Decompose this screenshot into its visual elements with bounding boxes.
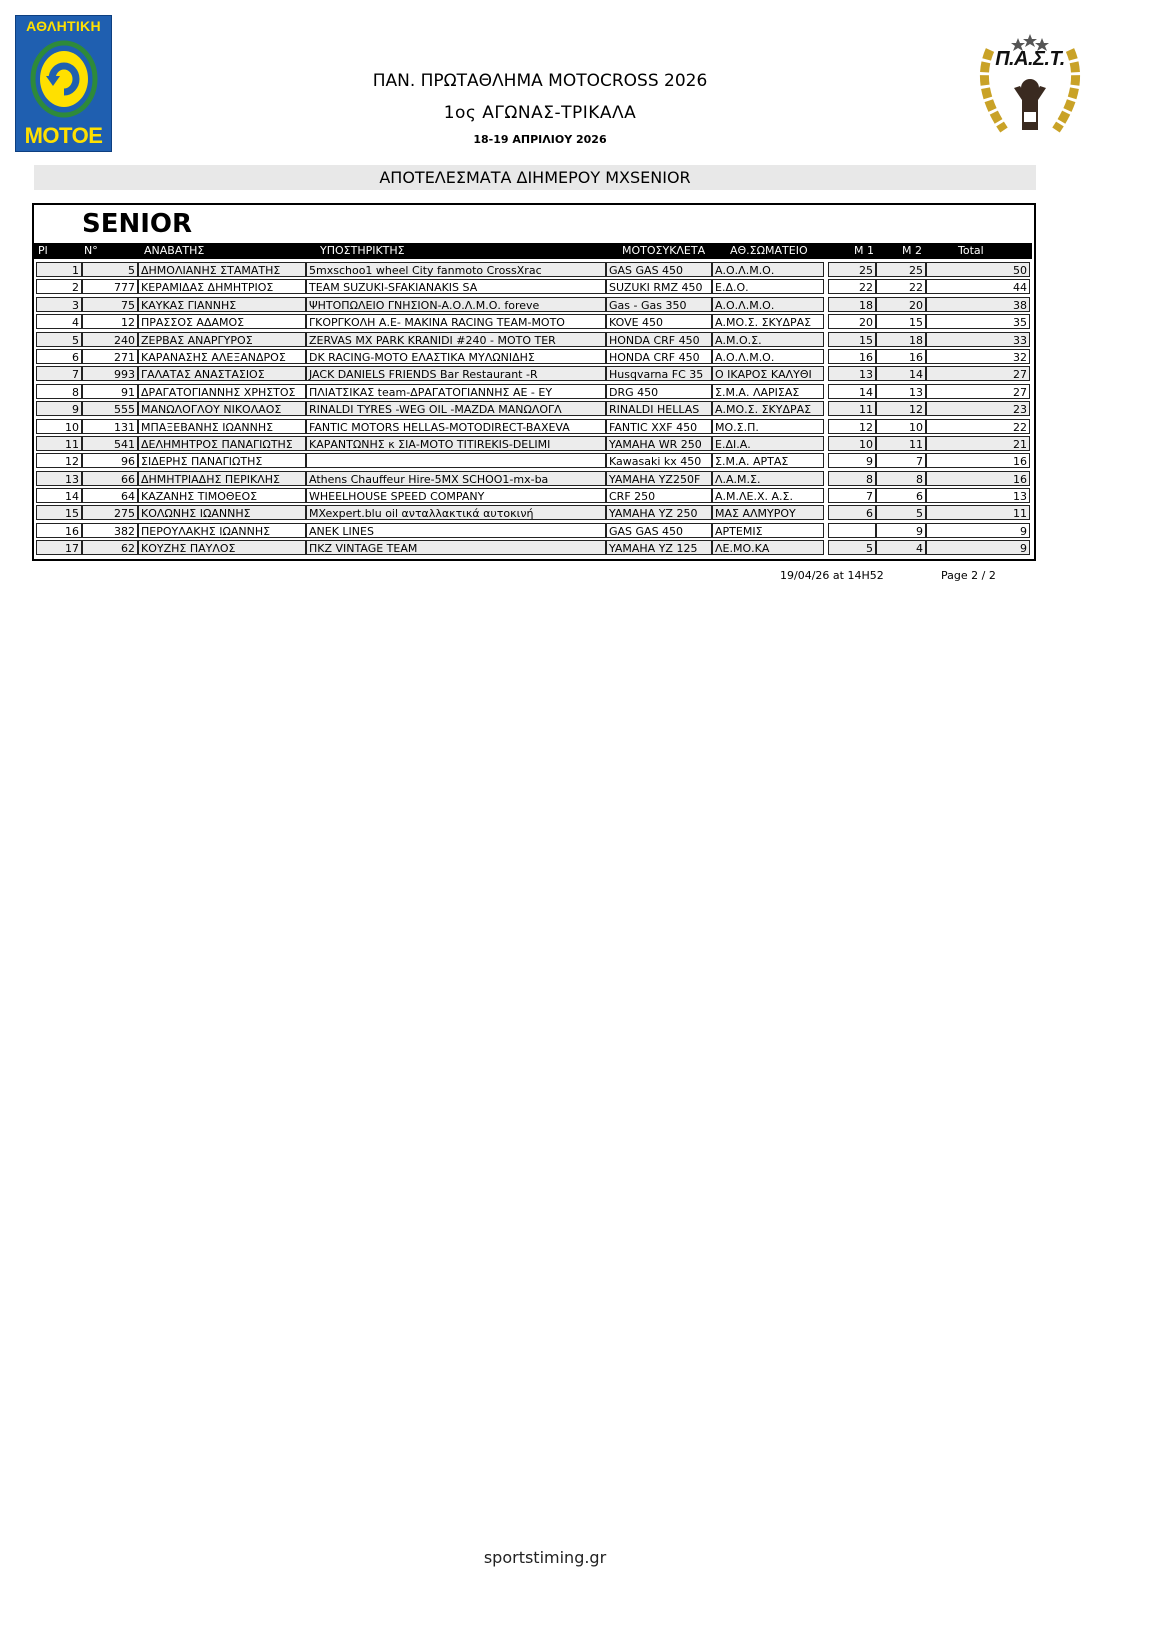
cell-pl: 10 — [36, 419, 82, 434]
cell-m2: 11 — [876, 436, 926, 451]
col-header-rider: ΑΝΑΒΑΤΗΣ — [144, 244, 205, 257]
cell-pl: 9 — [36, 401, 82, 416]
cell-rider: ΠΡΑΣΣΟΣ ΑΔΑΜΟΣ — [138, 314, 306, 329]
cell-bike: RINALDI HELLAS — [606, 401, 712, 416]
cell-pl: 7 — [36, 366, 82, 381]
athletiki-motoe-logo — [15, 15, 112, 152]
cell-total: 9 — [926, 540, 1030, 555]
cell-no: 555 — [82, 401, 138, 416]
cell-total: 9 — [926, 523, 1030, 538]
cell-bike: SUZUKI RMZ 450 — [606, 279, 712, 294]
col-header-total: Total — [958, 244, 984, 257]
cell-pl: 11 — [36, 436, 82, 451]
cell-total: 11 — [926, 505, 1030, 520]
cell-no: 96 — [82, 453, 138, 468]
cell-no: 64 — [82, 488, 138, 503]
cell-no: 12 — [82, 314, 138, 329]
results-table — [32, 203, 1036, 561]
table-row — [34, 348, 1034, 365]
table-row — [34, 313, 1034, 330]
cell-m1: 13 — [828, 366, 876, 381]
cell-total: 21 — [926, 436, 1030, 451]
cell-m1: 9 — [828, 453, 876, 468]
cell-sponsor: ZERVAS MX PARK KRANIDI #240 - MOTO TER — [306, 332, 606, 347]
col-header-club: ΑΘ.ΣΩΜΑΤΕΙΟ — [730, 244, 808, 257]
cell-m2: 13 — [876, 384, 926, 399]
cell-bike: HONDA CRF 450 — [606, 349, 712, 364]
cell-no: 271 — [82, 349, 138, 364]
table-row — [34, 418, 1034, 435]
cell-total: 27 — [926, 384, 1030, 399]
cell-m1: 15 — [828, 332, 876, 347]
col-header-bike: ΜΟΤΟΣΥΚΛΕΤΑ — [622, 244, 706, 257]
cell-no: 5 — [82, 262, 138, 277]
cell-club: Α.Ο.Λ.Μ.Ο. — [712, 297, 824, 312]
table-row — [34, 539, 1034, 556]
cell-club: ΜΑΣ ΑΛΜΥΡΟΥ — [712, 505, 824, 520]
cell-bike: Gas - Gas 350 — [606, 297, 712, 312]
cell-m1: 5 — [828, 540, 876, 555]
cell-rider: ΚΕΡΑΜΙΔΑΣ ΔΗΜΗΤΡΙΟΣ — [138, 279, 306, 294]
cell-pl: 13 — [36, 471, 82, 486]
cell-m1 — [828, 523, 876, 538]
cell-rider: ΣΙΔΕΡΗΣ ΠΑΝΑΓΙΩΤΗΣ — [138, 453, 306, 468]
cell-club: ΛΕ.ΜΟ.ΚΑ — [712, 540, 824, 555]
cell-m2: 16 — [876, 349, 926, 364]
cell-rider: ΚΟΛΩΝΗΣ ΙΩΑΝΝΗΣ — [138, 505, 306, 520]
cell-rider: ΚΑΡΑΝΑΣΗΣ ΑΛΕΞΑΝΔΡΟΣ — [138, 349, 306, 364]
cell-pl: 14 — [36, 488, 82, 503]
cell-m2: 9 — [876, 523, 926, 538]
cell-club: Ε.Δ.Ο. — [712, 279, 824, 294]
cell-m2: 15 — [876, 314, 926, 329]
cell-m1: 22 — [828, 279, 876, 294]
cell-pl: 3 — [36, 297, 82, 312]
cell-rider: ΚΟΥΖΗΣ ΠΑΥΛΟΣ — [138, 540, 306, 555]
cell-m1: 8 — [828, 471, 876, 486]
cell-sponsor: ΠΛΙΑΤΣΙΚΑΣ team-ΔΡΑΓΑΤΟΓΙΑΝΝΗΣ ΑΕ - ΕΥ — [306, 384, 606, 399]
cell-m2: 6 — [876, 488, 926, 503]
cell-m2: 22 — [876, 279, 926, 294]
cell-sponsor: 5mxschoo1 wheel City fanmoto CrossXrac — [306, 262, 606, 277]
cell-no: 275 — [82, 505, 138, 520]
cell-bike: HONDA CRF 450 — [606, 332, 712, 347]
table-row — [34, 278, 1034, 295]
cell-no: 382 — [82, 523, 138, 538]
cell-club: ΜΟ.Σ.Π. — [712, 419, 824, 434]
cell-no: 62 — [82, 540, 138, 555]
cell-rider: ΓΑΛΑΤΑΣ ΑΝΑΣΤΑΣΙΟΣ — [138, 366, 306, 381]
cell-m1: 12 — [828, 419, 876, 434]
cell-sponsor: FANTIC MOTORS HELLAS-MOTODIRECT-BAXEVA — [306, 419, 606, 434]
cell-sponsor: DK RACING-MOTO ΕΛΑΣΤΙΚΑ ΜΥΛΩΝΙΔΗΣ — [306, 349, 606, 364]
results-heading: ΑΠΟΤΕΛΕΣΜΑΤΑ ΔΙΗΜΕΡΟΥ MXSENIOR — [34, 165, 1036, 190]
cell-rider: ΠΕΡΟΥΛΑΚΗΣ ΙΩΑΝΝΗΣ — [138, 523, 306, 538]
past-logo — [970, 30, 1090, 142]
cell-total: 13 — [926, 488, 1030, 503]
cell-total: 32 — [926, 349, 1030, 364]
results-rows — [34, 261, 1034, 557]
cell-club: Α.Ο.Λ.Μ.Ο. — [712, 262, 824, 277]
cell-m2: 20 — [876, 297, 926, 312]
cell-club: Α.ΜΟ.Σ. ΣΚΥΔΡΑΣ — [712, 314, 824, 329]
cell-pl: 16 — [36, 523, 82, 538]
table-row — [34, 331, 1034, 348]
table-row — [34, 487, 1034, 504]
cell-rider: ΔΕΛΗΜΗΤΡΟΣ ΠΑΝΑΓΙΩΤΗΣ — [138, 436, 306, 451]
cell-club: Α.ΜΟ.Σ. ΣΚΥΔΡΑΣ — [712, 401, 824, 416]
cell-total: 16 — [926, 471, 1030, 486]
cell-m2: 25 — [876, 262, 926, 277]
cell-bike: KOVE 450 — [606, 314, 712, 329]
cell-sponsor: ΚΑΡΑΝΤΩΝΗΣ κ ΣΙΑ-MOTO TITIREKIS-DELIMI — [306, 436, 606, 451]
logo-brand-text: Π.Α.Σ.Τ. — [995, 48, 1065, 70]
cell-m1: 16 — [828, 349, 876, 364]
cell-total: 27 — [926, 366, 1030, 381]
cell-m1: 6 — [828, 505, 876, 520]
cell-bike: YAMAHA YZ 250 — [606, 505, 712, 520]
cell-club: Α.Μ.ΛΕ.Χ. Α.Σ. — [712, 488, 824, 503]
cell-club: Α.Μ.Ο.Σ. — [712, 332, 824, 347]
cell-club: Λ.Α.Μ.Σ. — [712, 471, 824, 486]
cell-m2: 5 — [876, 505, 926, 520]
cell-club: Σ.Μ.Α. ΑΡΤΑΣ — [712, 453, 824, 468]
cell-club: Ε.ΔΙ.Α. — [712, 436, 824, 451]
cell-no: 75 — [82, 297, 138, 312]
cell-bike: GAS GAS 450 — [606, 523, 712, 538]
cell-sponsor: WHEELHOUSE SPEED COMPANY — [306, 488, 606, 503]
table-row — [34, 452, 1034, 469]
cell-m1: 25 — [828, 262, 876, 277]
cell-m2: 4 — [876, 540, 926, 555]
cell-total: 44 — [926, 279, 1030, 294]
cell-no: 131 — [82, 419, 138, 434]
col-header-m2: M 2 — [902, 244, 922, 257]
cell-no: 993 — [82, 366, 138, 381]
cell-pl: 2 — [36, 279, 82, 294]
cell-club: Ο ΙΚΑΡΟΣ ΚΑΛΥΘΙ — [712, 366, 824, 381]
cell-m1: 7 — [828, 488, 876, 503]
cell-sponsor: JACK DANIELS FRIENDS Bar Restaurant -R — [306, 366, 606, 381]
cell-rider: ΚΑΖΑΝΗΣ ΤΙΜΟΘΕΟΣ — [138, 488, 306, 503]
cell-rider: ΜΑΝΩΛΟΓΛΟΥ ΝΙΚΟΛΑΟΣ — [138, 401, 306, 416]
cell-no: 91 — [82, 384, 138, 399]
cell-bike: GAS GAS 450 — [606, 262, 712, 277]
cell-m2: 8 — [876, 471, 926, 486]
cell-total: 38 — [926, 297, 1030, 312]
cell-pl: 1 — [36, 262, 82, 277]
cell-bike: CRF 250 — [606, 488, 712, 503]
cell-total: 50 — [926, 262, 1030, 277]
cell-total: 22 — [926, 419, 1030, 434]
cell-rider: ΔΗΜΗΤΡΙΑΔΗΣ ΠΕΡΙΚΛΗΣ — [138, 471, 306, 486]
cell-pl: 5 — [36, 332, 82, 347]
cell-sponsor: ΠΚΖ VINTAGE TEAM — [306, 540, 606, 555]
table-row — [34, 296, 1034, 313]
category-title: SENIOR — [82, 209, 193, 239]
logo-bottom-text: ΜΟΤΟΕ — [24, 123, 103, 148]
cell-pl: 4 — [36, 314, 82, 329]
cell-m2: 10 — [876, 419, 926, 434]
cell-sponsor: MXexpert.blu oil ανταλλακτικά αυτοκινή — [306, 505, 606, 520]
cell-sponsor — [306, 453, 606, 468]
cell-club: Α.Ο.Λ.Μ.Ο. — [712, 349, 824, 364]
site-credit: sportstiming.gr — [483, 1548, 607, 1567]
cell-no: 541 — [82, 436, 138, 451]
cell-club: ΑΡΤΕΜΙΣ — [712, 523, 824, 538]
cell-total: 35 — [926, 314, 1030, 329]
table-row — [34, 383, 1034, 400]
logo-top-text: ΑΘΛΗΤΙΚΗ — [26, 18, 101, 34]
cell-bike: FANTIC XXF 450 — [606, 419, 712, 434]
table-row — [34, 400, 1034, 417]
cell-total: 16 — [926, 453, 1030, 468]
cell-pl: 12 — [36, 453, 82, 468]
cell-m1: 20 — [828, 314, 876, 329]
table-row — [34, 435, 1034, 452]
col-header-m1: M 1 — [854, 244, 874, 257]
table-row — [34, 470, 1034, 487]
cell-sponsor: RINALDI TYRES -WEG OIL -MAZDA ΜΑΝΩΛΟΓΛ — [306, 401, 606, 416]
race-title: 1ος ΑΓΩΝΑΣ-ΤΡΙΚΑΛΑ — [443, 103, 637, 123]
cell-bike: YAMAHA WR 250 — [606, 436, 712, 451]
cell-m2: 14 — [876, 366, 926, 381]
table-row — [34, 261, 1034, 278]
cell-m1: 14 — [828, 384, 876, 399]
cell-m2: 12 — [876, 401, 926, 416]
cell-pl: 8 — [36, 384, 82, 399]
cell-sponsor: ANEK LINES — [306, 523, 606, 538]
cell-total: 33 — [926, 332, 1030, 347]
race-date: 18-19 ΑΠΡΙΛΙΟΥ 2026 — [473, 133, 607, 146]
cell-total: 23 — [926, 401, 1030, 416]
cell-m1: 11 — [828, 401, 876, 416]
cell-m2: 7 — [876, 453, 926, 468]
cell-bike: YAMAHA YZ250F — [606, 471, 712, 486]
motoe-emblem-icon — [30, 40, 98, 118]
col-header-pl: Pl — [38, 244, 48, 257]
cell-pl: 15 — [36, 505, 82, 520]
col-header-sponsor: ΥΠΟΣΤΗΡΙΚΤΗΣ — [320, 244, 405, 257]
cell-rider: ΜΠΑΞΕΒΑΝΗΣ ΙΩΑΝΝΗΣ — [138, 419, 306, 434]
cell-no: 240 — [82, 332, 138, 347]
cell-rider: ΔΡΑΓΑΤΟΓΙΑΝΝΗΣ ΧΡΗΣΤΟΣ — [138, 384, 306, 399]
laurel-wreath-icon — [970, 30, 1090, 142]
cell-pl: 17 — [36, 540, 82, 555]
table-row — [34, 522, 1034, 539]
cell-rider: ΔΗΜΟΛΙΑΝΗΣ ΣΤΑΜΑΤΗΣ — [138, 262, 306, 277]
table-row — [34, 365, 1034, 382]
col-header-number: N° — [84, 244, 98, 257]
cell-bike: YAMAHA YZ 125 — [606, 540, 712, 555]
table-row — [34, 504, 1034, 521]
page-number: Page 2 / 2 — [941, 569, 996, 582]
cell-rider: ΖΕΡΒΑΣ ΑΝΑΡΓΥΡΟΣ — [138, 332, 306, 347]
cell-sponsor: ΓΚΟΡΓΚΟΛΗ Α.Ε- MAKINA RACING TEAM-MOTO — [306, 314, 606, 329]
cell-m1: 18 — [828, 297, 876, 312]
championship-title: ΠΑΝ. ΠΡΩΤΑΘΛΗΜΑ MOTOCROSS 2026 — [372, 71, 708, 91]
print-timestamp: 19/04/26 at 14H52 — [780, 569, 884, 582]
cell-no: 777 — [82, 279, 138, 294]
cell-sponsor: ΨΗΤΟΠΩΛΕΙΟ ΓΝΗΣΙΟΝ-Α.Ο.Λ.Μ.Ο. foreve — [306, 297, 606, 312]
cell-sponsor: TEAM SUZUKI-SFAKIANAKIS SA — [306, 279, 606, 294]
cell-m1: 10 — [828, 436, 876, 451]
cell-no: 66 — [82, 471, 138, 486]
cell-rider: ΚΑΥΚΑΣ ΓΙΑΝΝΗΣ — [138, 297, 306, 312]
cell-bike: DRG 450 — [606, 384, 712, 399]
cell-bike: Kawasaki kx 450 — [606, 453, 712, 468]
cell-pl: 6 — [36, 349, 82, 364]
cell-bike: Husqvarna FC 35 — [606, 366, 712, 381]
column-header-row — [34, 243, 1032, 259]
cell-club: Σ.Μ.Α. ΛΑΡΙΣΑΣ — [712, 384, 824, 399]
cell-m2: 18 — [876, 332, 926, 347]
cell-sponsor: Athens Chauffeur Hire-5MX SCHOO1-mx-ba — [306, 471, 606, 486]
